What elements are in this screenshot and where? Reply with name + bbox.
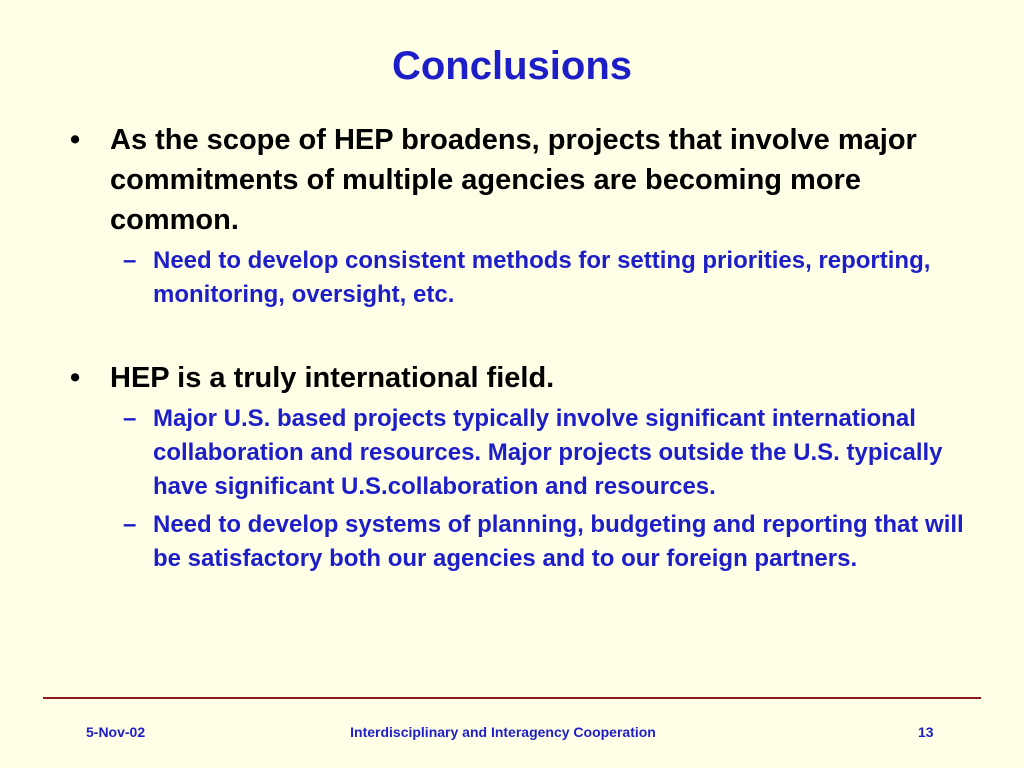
bullet-item <box>70 358 970 398</box>
subbullet-item <box>123 508 970 576</box>
bullet-text: As the scope of HEP broadens, projects that involve major commitments of multiple agencies are becoming more common. <box>110 124 917 236</box>
page-number: 13 <box>918 724 934 740</box>
subbullet-marker: – <box>123 247 137 274</box>
bullet-block-1 <box>70 120 970 312</box>
bullet-item <box>70 120 970 240</box>
footer-divider <box>43 697 981 699</box>
subbullet-text: Need to develop systems of planning, budgeting and reporting that will be satisfactory both our agencies and to our foreign partners. <box>153 511 964 572</box>
bullet-block-2 <box>70 358 970 576</box>
subbullet-text: Major U.S. based projects typically involve significant international collaboration and resources. Major projects outside the U.S. typically have significant U.S.collaboration and resources. <box>153 405 943 500</box>
subbullet-marker: – <box>123 511 137 538</box>
subbullet-marker: – <box>123 405 137 432</box>
bullet-marker: • <box>70 362 81 394</box>
subbullet-text: Need to develop consistent methods for setting priorities, reporting, monitoring, oversight, etc. <box>153 247 931 308</box>
footer-date: 5-Nov-02 <box>86 724 146 740</box>
subbullet-item <box>123 244 970 312</box>
bullet-marker: • <box>70 124 81 156</box>
bullet-text: HEP is a truly international field. <box>110 362 555 394</box>
footer-title: Interdisciplinary and Interagency Cooperation <box>350 724 656 740</box>
slide-title: Conclusions <box>391 44 633 88</box>
subbullet-item <box>123 402 970 504</box>
